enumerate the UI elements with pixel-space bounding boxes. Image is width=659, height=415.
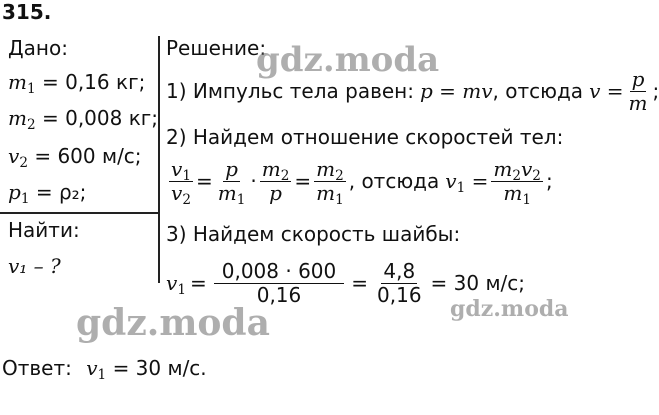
watermark-left: gdz.moda bbox=[76, 302, 270, 344]
step3-num1: 0,008 · 600 bbox=[214, 260, 345, 284]
step1-fraction: $\frac{p}{m}$ bbox=[628, 66, 648, 115]
watermark-top: gdz.moda bbox=[256, 40, 440, 80]
given-m2-value: = 0,008 кг; bbox=[41, 106, 159, 130]
step1-prefix: 1) Импульс тела равен: bbox=[166, 79, 414, 103]
answer-line: Ответ: $v_1 = 30$ м/с. bbox=[2, 356, 207, 383]
solution-divider bbox=[158, 36, 160, 283]
step3-result: = 30 м/с; bbox=[430, 271, 526, 295]
step2-hence: , отсюда bbox=[348, 169, 440, 193]
given-title: Дано: bbox=[8, 36, 68, 60]
step1-formula: p = mv bbox=[419, 79, 493, 103]
problem-number: 315. bbox=[2, 0, 52, 24]
given-p1: $p_1 = \rho_2$; bbox=[8, 180, 87, 207]
step1-hence: , отсюда bbox=[492, 79, 584, 103]
step3-den1: 0,16 bbox=[256, 282, 302, 307]
given-m1: $m_1 = 0,16$ кг; bbox=[8, 70, 146, 97]
answer-label: Ответ: bbox=[2, 356, 72, 380]
watermark-right: gdz.moda bbox=[450, 296, 569, 322]
given-m1-value: = 0,16 кг; bbox=[41, 70, 146, 94]
answer-value: = 30 м/с. bbox=[112, 356, 207, 380]
given-divider bbox=[0, 212, 158, 214]
solution-step3: $v_1$ = $\frac{0,008 \cdot 600}{0,16}$ = $\frac{4,8}{0,16}$ = 30 м/с; bbox=[166, 258, 526, 307]
step2-title: 2) Найдем отношение скоростей тел: bbox=[166, 125, 564, 149]
solution-title: Решение: bbox=[166, 36, 267, 60]
find-value: v₁ – ? bbox=[8, 254, 61, 278]
step3-num2: 4,8 bbox=[383, 258, 416, 283]
solution-step1: 1) Импульс тела равен: p = mv , отсюда v = $\frac{p}{m}$ ; bbox=[166, 66, 659, 115]
step3-title: 3) Найдем скорость шайбы: bbox=[166, 222, 461, 246]
step3-den2: 0,16 bbox=[377, 282, 422, 307]
given-v2-value: = 600 м/с; bbox=[34, 144, 142, 168]
given-p1-value: = ρ₂; bbox=[35, 180, 87, 204]
given-m2: $m_2 = 0,008$ кг; bbox=[8, 106, 159, 133]
solution-step2: $\frac{v_1}{v_2}$ = $\frac{p}{m_1}$ · $\frac{m_2}{p}$ = $\frac{m_2}{m_1}$ , отсюда $v_1$ = $\frac{m_2v_2}{m_1}$ ; bbox=[171, 156, 553, 208]
given-v2: $v_2 = 600$ м/с; bbox=[8, 144, 142, 171]
find-title: Найти: bbox=[8, 218, 80, 242]
